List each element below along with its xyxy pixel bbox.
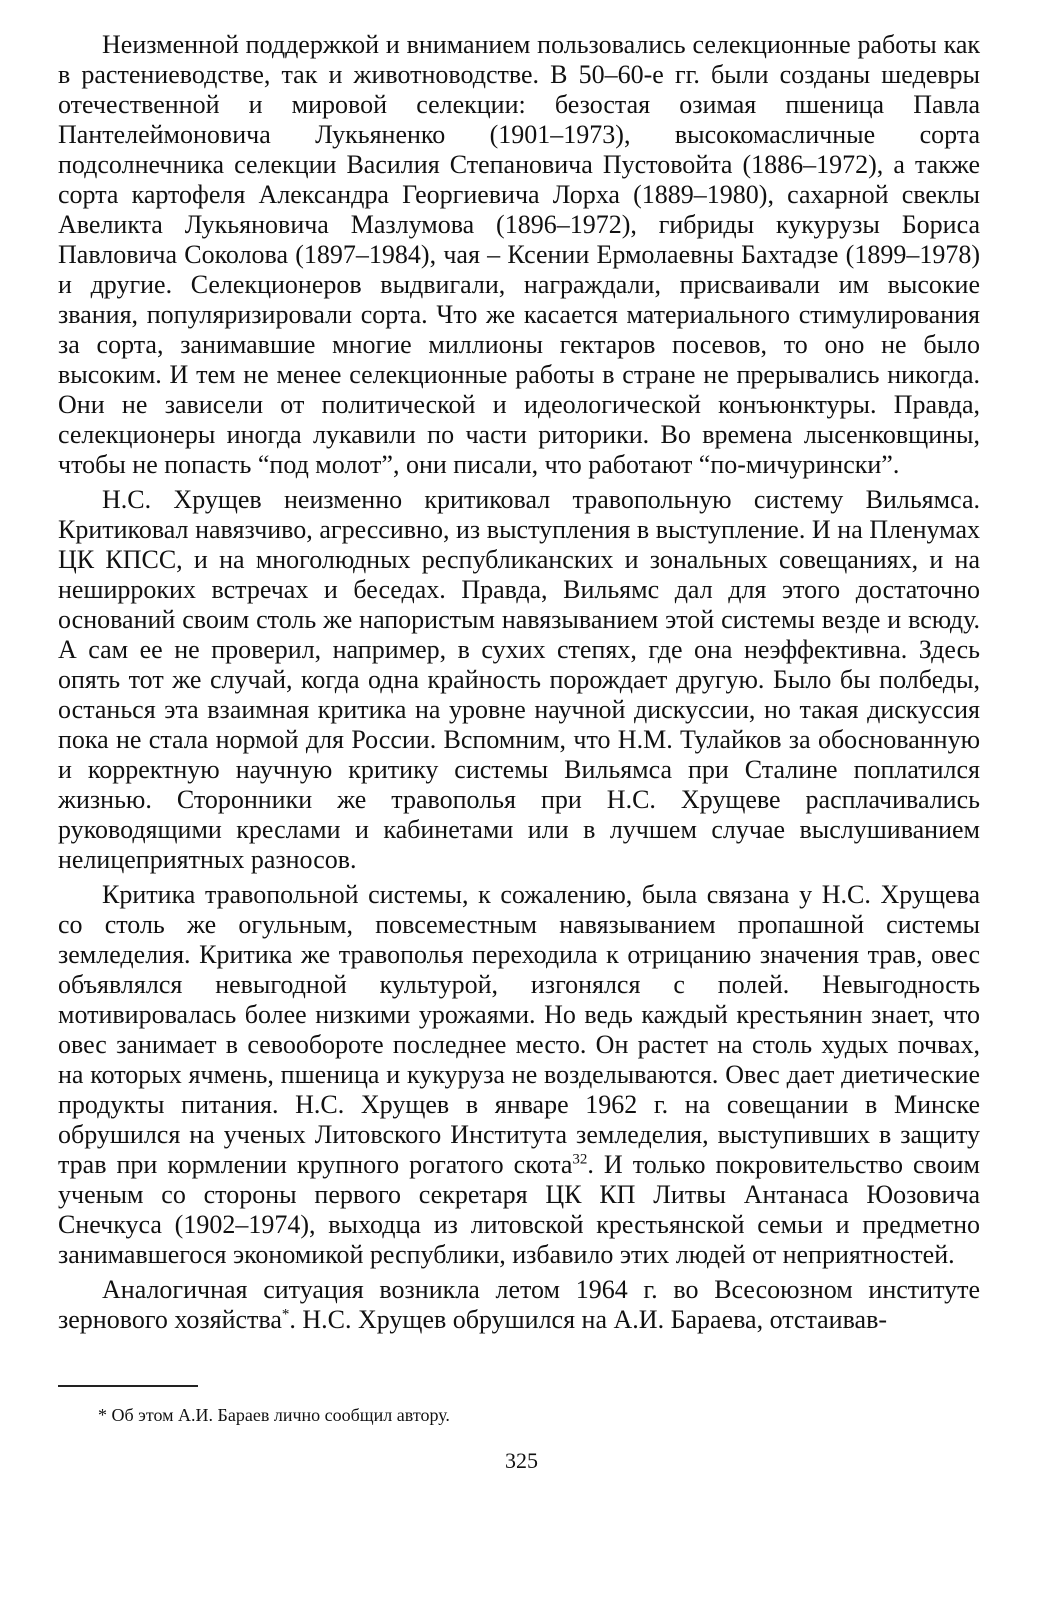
footnote-ref-star: * bbox=[281, 1306, 290, 1323]
paragraph-4-tail: . Н.С. Хрущев обрушился на А.И. Бараева, отстаивав- bbox=[289, 1305, 888, 1334]
paragraph-3-tail: . И только покровительство своим ученым со стороны первого секретаря ЦК КП Литвы Антанаса Юозовича Снечкуса (1902–1974), выходца из литовской крестьянской семьи и предметно занимавшегося экономикой республики, избавило этих людей от неприятностей. bbox=[58, 1150, 980, 1269]
paragraph-2: Н.С. Хрущев неизменно критиковал травопольную систему Вильямса. Критиковал навязчиво, агрессивно, из выступления в выступление. И на Пленумах ЦК КПСС, и на многолюдных республиканских и зональных совещаниях, и на неширроких встречах и беседах. Правда, Вильямс дал для этого достаточно оснований своим столь же напористым навязыванием этой системы везде и всюду. А сам ее не проверил, например, в сухих степях, где она неэффективна. Здесь опять тот же случай, когда одна крайность порождает другую. Было бы полбеды, останься эта взаимная критика на уровне научной дискуссии, но такая дискуссия пока не стала нормой для России. Вспомним, что Н.М. Тулайков за обоснованную и корректную научную критику системы Вильямса при Сталине поплатился жизнью. Сторонники же травополья при Н.С. Хрущеве расплачивались руководящими креслами и кабинетами или в лучшем случае выслушиванием нелицеприятных разносов. bbox=[58, 485, 980, 874]
footnote-divider bbox=[58, 1385, 198, 1387]
paragraph-4 bbox=[58, 1275, 980, 1335]
footnote-ref-32: 32 bbox=[572, 1151, 588, 1168]
page-number: 325 bbox=[505, 1448, 538, 1473]
page-body bbox=[58, 30, 980, 1340]
paragraph-4-text: Аналогичная ситуация возникла летом 1964 г. во Всесоюзном институте зернового хозяйства bbox=[58, 1275, 980, 1334]
paragraph-1: Неизменной поддержкой и вниманием пользовались селекционные работы как в растениеводстве, так и животноводстве. В 50–60-е гг. были созданы шедевры отечественной и мировой селекции: безостая озимая пшеница Павла Пантелеймоновича Лукьяненко (1901–1973), высокомасличные сорта подсолнечника селекции Василия Степановича Пустовойта (1886–1972), а также сорта картофеля Александра Георгиевича Лорха (1889–1980), сахарной свеклы Авеликта Лукьяновича Мазлумова (1896–1972), гибриды кукурузы Бориса Павловича Соколова (1897–1984), чая – Ксении Ермолаевны Бахтадзе (1899–1978) и другие. Селекционеров выдвигали, награждали, присваивали им высокие звания, популяризировали сорта. Что же касается материального стимулирования за сорта, занимавшие многие миллионы гектаров посевов, то оно не было высоким. И тем не менее селекционные работы в стране не прерывались никогда. Они не зависели от политической и идеологической конъюнктуры. Правда, селекционеры иногда лукавили по части риторики. Во времена лысенковщины, чтобы не попасть “под молот”, они писали, что работают “по-мичурински”. bbox=[58, 30, 980, 479]
paragraph-3 bbox=[58, 880, 980, 1270]
footnote: * Об этом А.И. Бараев лично сообщил автору. bbox=[98, 1405, 450, 1425]
paragraph-3-text: Критика травопольной системы, к сожалению, была связана у Н.С. Хрущева со столь же огульным, повсеместным навязыванием пропашной системы земледелия. Критика же травополья переходила к отрицанию значения трав, овес объявлялся невыгодной культурой, изгонялся с полей. Невыгодность мотивировалась более низкими урожаями. Но ведь каждый крестьянин знает, что овес занимает в севообороте последнее место. Он растет на столь худых почвах, на которых ячмень, пшеница и кукуруза не возделываются. Овес дает диетические продукты питания. Н.С. Хрущев в январе 1962 г. на совещании в Минске обрушился на ученых Литовского Института земледелия, выступивших в защиту трав при кормлении крупного рогатого скота bbox=[58, 880, 980, 1179]
